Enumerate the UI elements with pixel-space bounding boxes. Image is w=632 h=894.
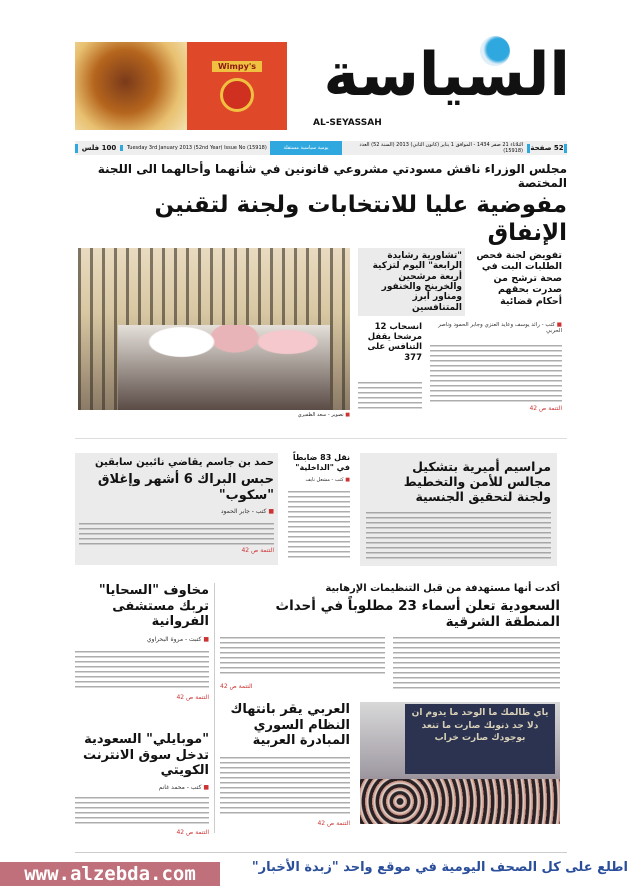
continued-link[interactable]: التتمة ص 42 xyxy=(176,693,209,701)
info-bar xyxy=(75,141,567,155)
footer-url[interactable]: www.alzebda.com xyxy=(0,862,220,886)
crowd xyxy=(360,779,560,824)
arabic-date: الثلاثاء 21 صفر 1434 - الموافق 1 يناير (كانون الثاني) 2013 (السنة 52) العدد (15918) xyxy=(359,142,523,154)
footer-promo[interactable]: اطلع على كل الصحف اليومية في موقع واحد "زبدة الأخبار" xyxy=(251,860,628,875)
mid-byline: ■ كتب - مشعل نايف xyxy=(288,477,350,483)
body-text xyxy=(220,637,385,677)
left-kicker[interactable]: حمد بن جاسم يقاضي نائبين سابقين xyxy=(94,457,274,468)
footer-divider xyxy=(75,852,567,853)
row3-headline[interactable]: السعودية تعلن أسماء 23 مطلوباً في أحداث المنطقة الشرقية xyxy=(275,598,560,631)
continued-link[interactable]: التتمة ص 42 xyxy=(317,819,350,827)
photo-caption: ■ تصوير - سعد الظفيري xyxy=(78,412,350,418)
body-text xyxy=(220,757,350,817)
left-story-box xyxy=(75,453,278,565)
body-text xyxy=(358,382,422,410)
continued-link[interactable]: التتمة ص 42 xyxy=(176,828,209,836)
lead-photo xyxy=(78,248,350,410)
left-headline[interactable]: مخاوف "السحايا" تربك مستشفى الفروانية xyxy=(98,583,209,630)
continued-link[interactable]: التتمة ص 42 xyxy=(220,683,253,690)
body-text xyxy=(430,345,562,403)
arab-league-story xyxy=(220,702,350,827)
row3-kicker[interactable]: أكدت أنها مستهدفة من قبل التنظيمات الإرهابية xyxy=(325,583,560,594)
logo-arabic: السياسة xyxy=(323,40,570,110)
left-headline[interactable]: حبس البراك 6 أشهر وإغلاق "سكوب" xyxy=(97,472,274,503)
english-date: Tuesday 3rd January 2013 (52nd Year) Issue No (15918) xyxy=(120,145,270,151)
continued-link[interactable]: التتمة ص 42 xyxy=(529,405,562,412)
ad-brand: Wimpy's xyxy=(212,61,262,72)
logo-latin: AL-SEYASSAH xyxy=(313,118,382,128)
mobily-story xyxy=(75,732,209,836)
lead-headline[interactable]: مفوضية عليا للانتخابات ولجنة لتقنين الإنفاق xyxy=(154,192,567,246)
crowd xyxy=(118,325,330,410)
syria-photo xyxy=(360,702,560,824)
body-text xyxy=(393,637,560,692)
mid-headline[interactable]: نقل 83 ضابطاً في "الداخلية" xyxy=(292,453,350,472)
continued-link[interactable]: التتمة ص 42 xyxy=(241,547,274,555)
body-text xyxy=(79,523,274,547)
page-count: 52 صفحة xyxy=(527,144,567,153)
sub-headline[interactable]: انسحاب 12 مرشحا يقفل التنافس على 377 xyxy=(367,322,422,363)
left-byline: ■ كتبت - مروة البحراوي xyxy=(75,636,209,643)
protest-banner: ياي ظالمك ما الوحد ما يدوم ان دلا جد ذنوبك صارت ما تنعد بوجودك صارت خراب xyxy=(405,704,555,774)
body-text xyxy=(288,491,350,561)
price: 100 فلس xyxy=(75,144,120,153)
side-headline[interactable]: تفويض لجنة فحص الطلبات البت في صحة ترشح من صدرت بحقهم أحكام قضائية xyxy=(476,250,562,307)
left-byline: ■ كتب - جابر الحمود xyxy=(79,508,274,515)
box-headline[interactable]: "تشاورية رشايدة الرابعة" اليوم لتزكية أربعة مرشحين والخرينج والخنفور ومناور أبرز المتنافسين xyxy=(358,248,465,316)
arab-league-headline[interactable]: العربي يقر بانتهاك النظام السوري المبادرة العربية xyxy=(230,702,350,749)
mid-story xyxy=(288,453,350,561)
right-headline[interactable]: مراسيم أميرية بتشكيل مجالس للأمن والتخطيط ولجنة لتحقيق الجنسية xyxy=(403,459,551,504)
mobily-byline: ■ كتب - محمد غانم xyxy=(75,784,209,791)
lead-kicker[interactable]: مجلس الوزراء ناقش مسودتي مشروعي قانونين في شأنهما وأحالهما الى اللجنة المختصة xyxy=(97,162,567,191)
body-text xyxy=(75,797,209,827)
ad-logo-seal xyxy=(220,78,254,112)
right-story-box xyxy=(360,453,557,566)
ad-panel xyxy=(187,42,287,130)
body-text xyxy=(75,651,209,691)
body-text xyxy=(366,512,551,560)
byline: ■ كتب - رائد يوسف وعايد العنزي وجابر الحمود وناصر الحربي xyxy=(430,322,562,334)
column-divider xyxy=(214,583,215,833)
newspaper-logo xyxy=(305,32,570,132)
left-story xyxy=(75,583,209,701)
ad-photo xyxy=(75,42,187,130)
mobily-headline[interactable]: "موبايلي" السعودية تدخل سوق الانترنت الكويتي xyxy=(82,732,209,779)
tagline: يومية سياسية مستقلة xyxy=(270,141,342,155)
advertisement[interactable] xyxy=(75,42,287,130)
divider xyxy=(75,438,567,439)
